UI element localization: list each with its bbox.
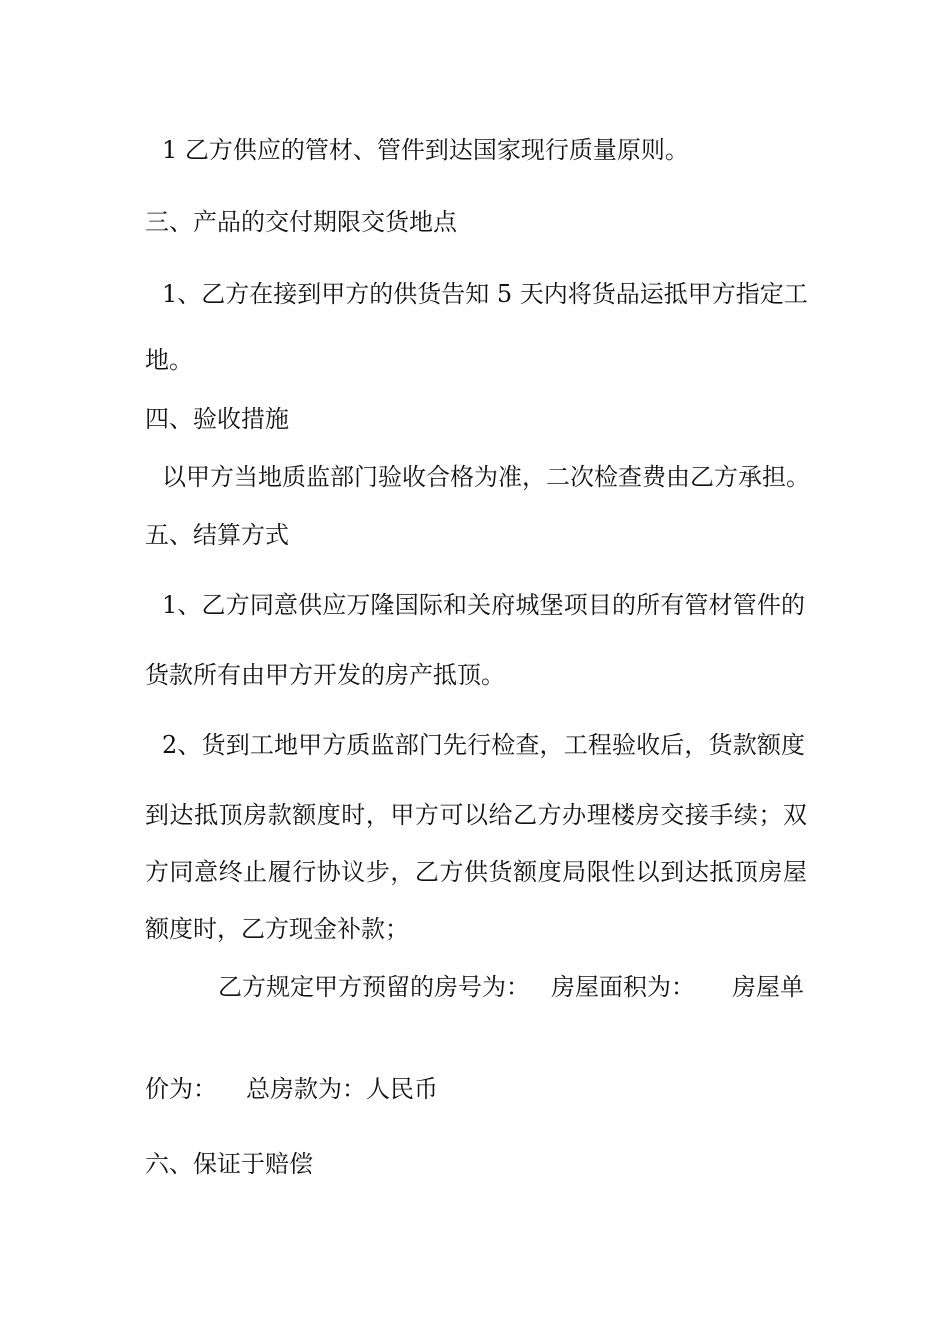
clause-acceptance: 以甲方当地质监部门验收合格为准，二次检查费由乙方承担。 [162, 463, 810, 491]
clause-delivery-line-1: 1、乙方在接到甲方的供货告知 5 天内将货品运抵甲方指定工 [162, 280, 808, 308]
clause-settlement-2-line-2: 到达抵顶房款额度时，甲方可以给乙方办理楼房交接手续；双 [145, 801, 807, 829]
total-price-label: 总房款为：人民币 [246, 1075, 438, 1103]
clause-settlement-2-line-4: 额度时，乙方现金补款； [145, 915, 409, 943]
room-info-line [218, 972, 807, 1002]
clause-settlement-1-line-1: 1、乙方同意供应万隆国际和关府城堡项目的所有管材管件的 [162, 591, 805, 619]
section-heading-guarantee: 六、保证于赔偿 [145, 1150, 313, 1178]
clause-delivery-line-2: 地。 [145, 346, 193, 374]
price-info-line [145, 1074, 545, 1104]
clause-settlement-2-line-1: 2、货到工地甲方质监部门先行检查，工程验收后，货款额度 [162, 731, 805, 759]
unit-price-label-start: 房屋单 [732, 973, 804, 1001]
section-heading-settlement: 五、结算方式 [145, 521, 289, 549]
room-number-label: 乙方规定甲方预留的房号为： [218, 973, 530, 1001]
clause-settlement-1-line-2: 货款所有由甲方开发的房产抵顶。 [145, 661, 505, 689]
section-heading-delivery: 三、产品的交付期限交货地点 [145, 208, 457, 236]
section-heading-acceptance: 四、验收措施 [145, 405, 289, 433]
clause-settlement-2-line-3: 方同意终止履行协议步，乙方供货额度局限性以到达抵顶房屋 [145, 858, 807, 886]
room-area-label: 房屋面积为： [551, 973, 695, 1001]
unit-price-label-end: 价为： [145, 1075, 217, 1103]
clause-quality-standard: 1 乙方供应的管材、管件到达国家现行质量原则。 [162, 136, 689, 164]
